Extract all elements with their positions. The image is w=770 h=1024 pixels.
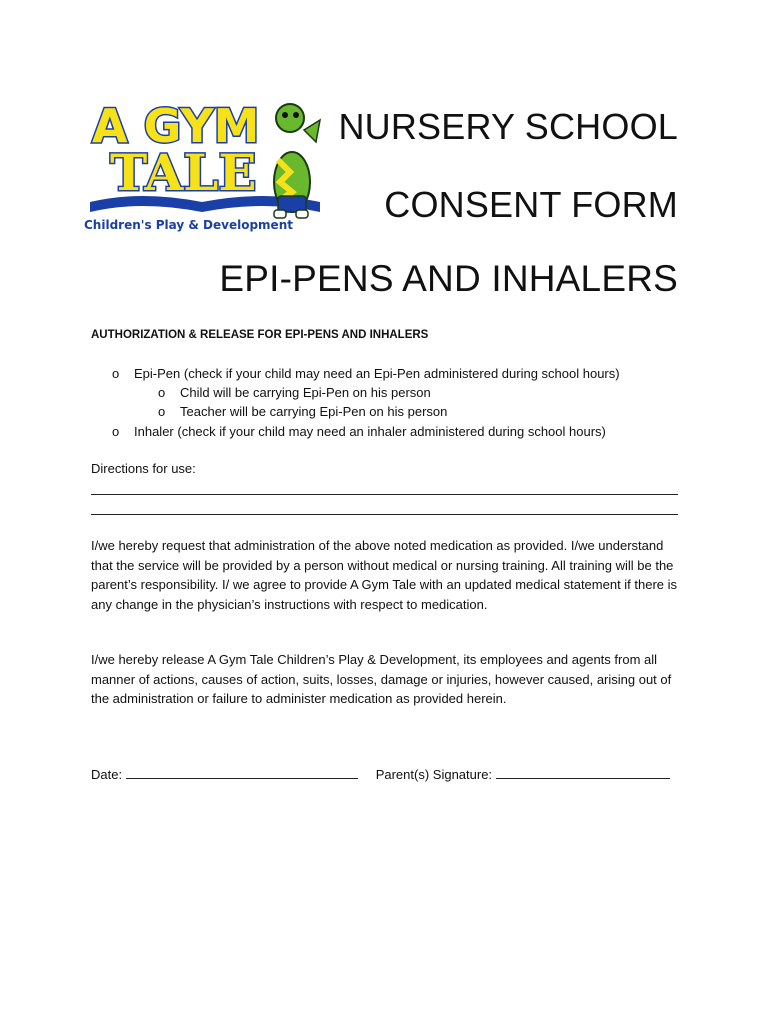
option-label: Inhaler (check if your child may need an inhaler administered during school hours) xyxy=(134,424,606,439)
parent-signature-label: Parent(s) Signature: xyxy=(375,767,493,782)
parent-signature-field[interactable] xyxy=(496,764,670,779)
a-gym-tale-logo xyxy=(80,90,325,235)
request-paragraph: I/we hereby request that administration of the above noted medication as provided. I/we understand that the service will be provided by a person without medical or nursing training. All training will be the parent’s responsibility. I/ we agree to provide A Gym Tale with an updated medical statement if there is any change in the physician’s instructions with respect to medication. xyxy=(91,538,678,612)
section-heading: AUTHORIZATION & RELEASE FOR EPI-PENS AND INHALERS xyxy=(91,329,429,341)
option-epi-pen[interactable] xyxy=(112,366,620,381)
title-nursery-school: NURSERY SCHOOL xyxy=(338,106,678,147)
checkbox-bullet[interactable]: o xyxy=(158,404,166,419)
directions-line-1[interactable] xyxy=(91,494,678,495)
directions-line-2[interactable] xyxy=(91,514,678,515)
title-consent-form: CONSENT FORM xyxy=(384,184,678,225)
release-paragraph: I/we hereby release A Gym Tale Children’s Play & Development, its employees and agents from all manner of actions, causes of action, suits, losses, damage or injuries, however caused, arising out of the administration or failure to administer medication as provided herein. xyxy=(91,652,672,706)
logo-tagline: Children's Play & Development xyxy=(84,218,293,232)
date-field[interactable] xyxy=(126,764,358,779)
date-label: Date: xyxy=(91,767,123,782)
option-teacher-carrying[interactable] xyxy=(158,404,447,419)
option-child-carrying[interactable] xyxy=(158,385,431,400)
logo-line-1: A GYM xyxy=(92,99,260,153)
option-label: Teacher will be carrying Epi-Pen on his person xyxy=(180,404,448,419)
logo-graphic xyxy=(80,90,325,235)
title-epi-pens-and-inhalers: EPI-PENS AND INHALERS xyxy=(219,258,678,299)
signature-row xyxy=(91,764,670,782)
checkbox-bullet[interactable]: o xyxy=(158,385,166,400)
option-label: Epi-Pen (check if your child may need an Epi-Pen administered during school hours) xyxy=(134,366,620,381)
option-inhaler[interactable] xyxy=(112,424,606,439)
logo-line-2: TALE xyxy=(110,143,257,202)
option-label: Child will be carrying Epi-Pen on his person xyxy=(180,385,431,400)
checkbox-bullet[interactable]: o xyxy=(112,424,120,439)
checkbox-bullet[interactable]: o xyxy=(112,366,120,381)
directions-label: Directions for use: xyxy=(91,461,196,476)
